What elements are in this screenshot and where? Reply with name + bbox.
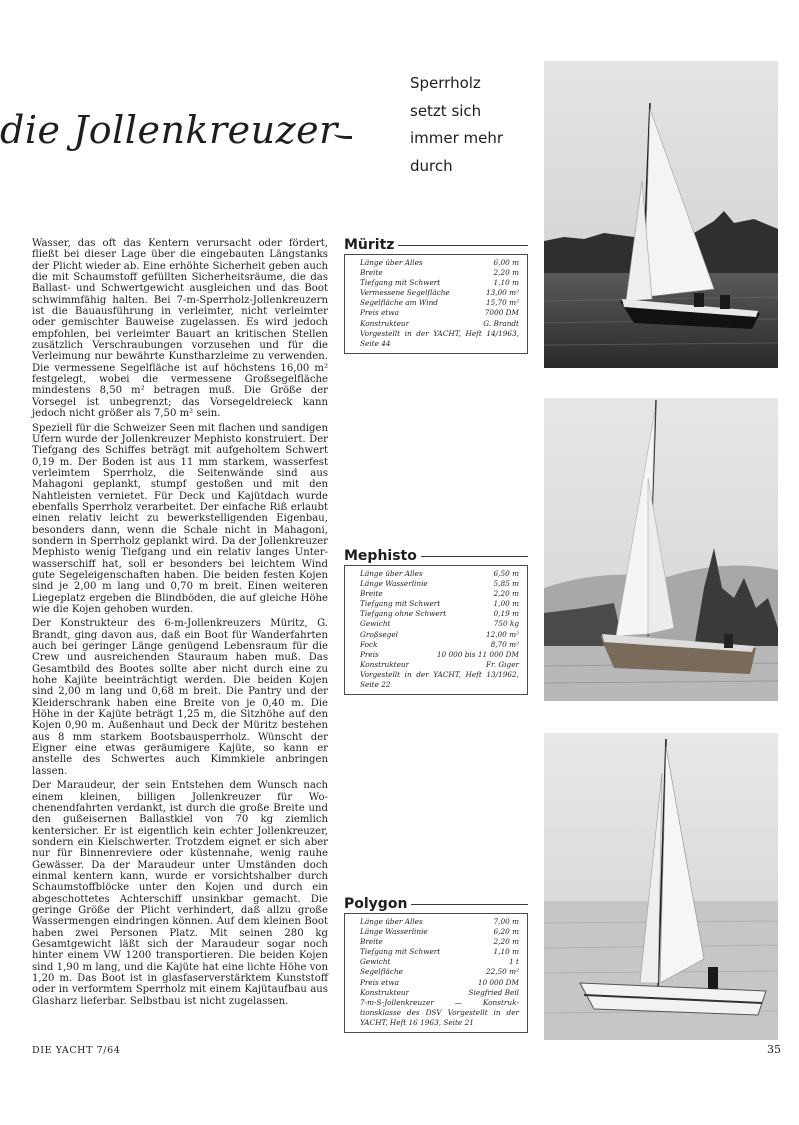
spec-row xyxy=(360,640,519,650)
spec-key: Länge Wasserlinie xyxy=(360,927,428,937)
spec-key: Tiefgang mit Schwert xyxy=(360,947,441,957)
subhead-line: durch xyxy=(410,156,453,175)
spec-row xyxy=(360,917,519,927)
sailboat-photo-muritz xyxy=(544,61,778,368)
spec-value: 8,70 m² xyxy=(490,639,519,649)
spec-row xyxy=(360,660,519,670)
spec-value: 6,00 m xyxy=(493,258,519,267)
subhead xyxy=(410,70,538,180)
spec-table xyxy=(344,565,528,695)
spec-key: Breite xyxy=(360,937,383,947)
spec-value: 2,20 m xyxy=(493,937,519,947)
body-paragraph: Speziell für die Schweizer Seen mit flachen und sandigen Ufern wurde der Jollenkreuzer Mephisto konstruiert. Der Tiefgang des Schiffes beträgt mit aufgeholtem Schwert 0,19 m. Der Boden ist aus 11 mm starkem, wasserfest verleimtem Sperrholz, die Seitenwände sind aus Mahagoni geplankt, stumpf gestoßen und mit den Nahtleisten vernietet. Für Deck und Kajütdach wurde ebenfalls Sperrholz verarbeitet. Der einfache Riß erlaubt einen relativ leicht zu bewerkstelligenden Eigenbau, besonders dann, wenn die Schale nicht in Mahagoni, sondern in Sperrholz geplankt wird. Da der Jollenkreuzer Mephisto wenig Tiefgang und ein relativ langes Unterwasserschiff hat, soll er besonders bei leichtem Wind gute Segeleigenschaften haben. Die beiden festen Kojen sind je 2,00 m lang und 0,70 m breit. Einen weiteren Liegeplatz ergeben die Blindböden, die auf gleiche Höhe wie die Kojen gehoben wurden. xyxy=(32,422,328,615)
subhead-line: immer mehr xyxy=(410,129,504,147)
footer-magazine: DIE YACHT 7/64 xyxy=(32,1045,121,1056)
article-body xyxy=(32,238,328,1010)
spec-row xyxy=(360,278,519,288)
spec-key: Konstrukteur xyxy=(360,987,410,997)
spec-row xyxy=(360,609,519,619)
spec-header xyxy=(344,547,528,565)
spec-value: Siegfried Beil xyxy=(468,987,519,997)
spec-key: Länge über Alles xyxy=(360,258,423,267)
photo-mephisto xyxy=(544,398,778,701)
spec-key: Preis xyxy=(360,649,379,659)
page-number: 35 xyxy=(767,1043,781,1056)
spec-row xyxy=(360,308,519,318)
spec-value: 1,10 m xyxy=(493,278,519,288)
spec-value: Fr. Giger xyxy=(485,659,519,669)
spec-value: 5,85 m xyxy=(493,579,519,589)
spec-key: Segelfläche am Wind xyxy=(360,298,438,308)
subhead-line: setzt sich xyxy=(410,101,482,120)
spec-value: 7000 DM xyxy=(484,308,519,318)
boat-name: Mephisto xyxy=(344,548,417,564)
spec-row xyxy=(360,288,519,298)
spec-table xyxy=(344,913,528,1033)
spec-key: Tiefgang mit Schwert xyxy=(360,278,441,288)
spec-value: 12,00 m² xyxy=(485,629,519,639)
spec-value: 6,50 m xyxy=(493,569,519,578)
spec-row xyxy=(360,630,519,640)
spec-row xyxy=(360,589,519,599)
spec-row xyxy=(360,967,519,977)
sailboat-photo-polygon xyxy=(544,733,778,1040)
spec-value: 0,19 m xyxy=(493,609,519,619)
spec-value: 1,10 m xyxy=(493,947,519,957)
spec-key: Segelfläche xyxy=(360,967,403,977)
sailboat-photo-mephisto xyxy=(544,398,778,701)
spec-key: Länge über Alles xyxy=(360,917,423,926)
spec-value: 1 t xyxy=(509,957,519,967)
spec-key: Tiefgang mit Schwert xyxy=(360,599,441,609)
spec-value: 1,00 m xyxy=(493,599,519,609)
spec-value: 2,20 m xyxy=(493,268,519,278)
spec-row xyxy=(360,599,519,609)
spec-box-muritz xyxy=(344,236,528,354)
spec-row xyxy=(360,298,519,308)
spec-key: Breite xyxy=(360,589,383,599)
spec-value: 22,50 m² xyxy=(485,967,519,977)
spec-key: Gewicht xyxy=(360,957,391,967)
spec-row xyxy=(360,650,519,660)
spec-value: 10 000 DM xyxy=(477,977,519,987)
spec-key: Breite xyxy=(360,268,383,278)
spec-key: Konstrukteur xyxy=(360,659,410,669)
header-rule xyxy=(398,245,528,246)
photo-polygon xyxy=(544,733,778,1040)
spec-row xyxy=(360,978,519,988)
spec-row xyxy=(360,569,519,579)
spec-key: Vermessene Segelfläche xyxy=(360,288,450,298)
spec-row xyxy=(360,947,519,957)
headline xyxy=(0,108,352,152)
spec-key: Fock xyxy=(360,639,378,649)
headline-text: die Jollenkreuzer xyxy=(0,108,338,152)
spec-value: 750 kg xyxy=(493,619,519,629)
spec-row xyxy=(360,319,519,329)
spec-row xyxy=(360,957,519,967)
spec-value: 6,20 m xyxy=(493,927,519,937)
spec-key: Konstrukteur xyxy=(360,318,410,328)
spec-header xyxy=(344,236,528,254)
spec-value: 15,70 m² xyxy=(485,298,519,308)
spec-note: 7-m-S-Jollenkreuzer — Konstruktionsklasse des DSV Vorgestellt in der YACHT, Heft 16 1963, Seite 21 xyxy=(360,997,519,1027)
spec-key: Länge Wasserlinie xyxy=(360,579,428,589)
spec-value: 13,00 m² xyxy=(485,288,519,298)
spec-row xyxy=(360,258,519,268)
boat-name: Müritz xyxy=(344,237,395,253)
spec-note: Vorgestellt in der YACHT, Heft 13/1962, Seite 22 xyxy=(360,669,519,690)
spec-value: 10 000 bis 11 000 DM xyxy=(436,649,519,659)
spec-key: Preis etwa xyxy=(360,977,399,987)
subhead-line: Sperrholz xyxy=(410,74,481,92)
spec-key: Preis etwa xyxy=(360,308,399,318)
body-paragraph: Wasser, das oft das Kentern verursacht oder fördert, fließt bei dieser Lage über die eingebauten Längstanks der Plicht wieder ab. Eine erhöhte Sicherheit geben auch die mit Schaumstoff gefüllten Sicherheitsräume, die das Ballast- und Schwertgewicht ausgleichen und das Boot schwimmfähig halten. Bei 7-m-Sperrholz-Jollenkreuzern ist die Bauausführung in verleimter, nicht verleimter oder gemischter Bauweise zugelassen. Es wird jedoch empfohlen, bei verleimter Bauart an kritischen Stellen zusätzlich Verschraubungen vorzusehen und für die Verleimung nur bewährte Kunstharzleime zu verwenden. Die vermessene Segelfläche ist auf höchstens 16,00 m² festgelegt, wobei die vermessene Großsegelfläche mindestens 8,50 m² betragen muß. Die Größe der Vorsegel ist unbegrenzt; das Vorsegeldreieck kann jedoch nicht größer als 7,50 m² sein. xyxy=(32,238,328,420)
spec-box-polygon xyxy=(344,895,528,1033)
spec-value: 2,20 m xyxy=(493,589,519,599)
spec-key: Gewicht xyxy=(360,619,391,629)
header-rule xyxy=(421,556,528,557)
header-rule xyxy=(411,904,528,905)
spec-note: Vorgestellt in der YACHT, Heft 14/1963, Seite 44 xyxy=(360,328,519,348)
body-paragraph: Der Maraudeur, der sein Entstehen dem Wunsch nach einem kleinen, billigen Jollenkreuzer für Wochenendfahrten verdankt, ist durch die große Breite und den gußeisernen Ballastkiel von 70 kg ziemlich kentersicher. Er ist eigentlich kein echter Jollenkreuzer, sondern ein Kielschwerter. Trotzdem eignet er sich aber nur für Binnenreviere oder küstennahe, wenig rauhe Gewässer. Da der Maraudeur unter Umständen doch einmal kentern kann, wurde er vorsichtshalber durch Schaumstoffblöcke unter den Kojen und durch ein abgeschottetes Achterschiff unsinkbar gemacht. Die geringe Größe der Plicht verhindert, daß allzu große Wassermengen eindringen können. Auf dem kleinen Boot haben zwei Personen Platz. Mit seinen 280 kg Gesamtgewicht läßt sich der Maraudeur sogar noch hinter einem VW 1200 transportieren. Die beiden Kojen sind 1,90 m lang, und die Kajüte hat eine lichte Höhe von 1,20 m. Das Boot ist in glasfaserverstärktem Kunststoff oder in verformtem Sperrholz mit einem Kajütaufbau aus Glasharz lieferbar. Selbstbau ist nicht zugelassen. xyxy=(32,780,328,1007)
spec-row xyxy=(360,268,519,278)
spec-value: G. Brandt xyxy=(483,318,519,328)
spec-row xyxy=(360,927,519,937)
body-paragraph: Der Konstrukteur des 6-m-Jollenkreuzers Müritz, G. Brandt, ging davon aus, daß ein Boot für Wanderfahrten auch bei geringer Länge genügend Lebensraum für die Crew und ausreichenden Stauraum haben muß. Das Gesamtbild des Bootes sollte aber nicht durch eine zu hohe Kajüte beeinträchtigt werden. Die beiden Kojen sind 2,00 m lang und 0,68 m breit. Die Pantry und der Kleiderschrank haben eine Breite von je 0,40 m. Die Höhe in der Kajüte beträgt 1,25 m, die Sitzhöhe auf den Kojen 0,90 m. Außenhaut und Deck der Müritz bestehen aus 8 mm starkem Bootsbausperrholz. Wünscht der Eigner eine etwas geräumigere Kajüte, so kann er anstelle des Schwertes auch Kimmkiele anbringen lassen. xyxy=(32,618,328,777)
spec-key: Länge über Alles xyxy=(360,569,423,578)
spec-header xyxy=(344,895,528,913)
spec-row xyxy=(360,619,519,629)
spec-box-mephisto xyxy=(344,547,528,695)
spec-key: Tiefgang ohne Schwert xyxy=(360,609,447,619)
photo-muritz xyxy=(544,61,778,368)
spec-key: Großsegel xyxy=(360,629,398,639)
spec-value: 7,00 m xyxy=(493,917,519,926)
spec-row xyxy=(360,579,519,589)
spec-table xyxy=(344,254,528,354)
spec-row xyxy=(360,937,519,947)
spec-row xyxy=(360,988,519,998)
boat-name: Polygon xyxy=(344,896,408,912)
